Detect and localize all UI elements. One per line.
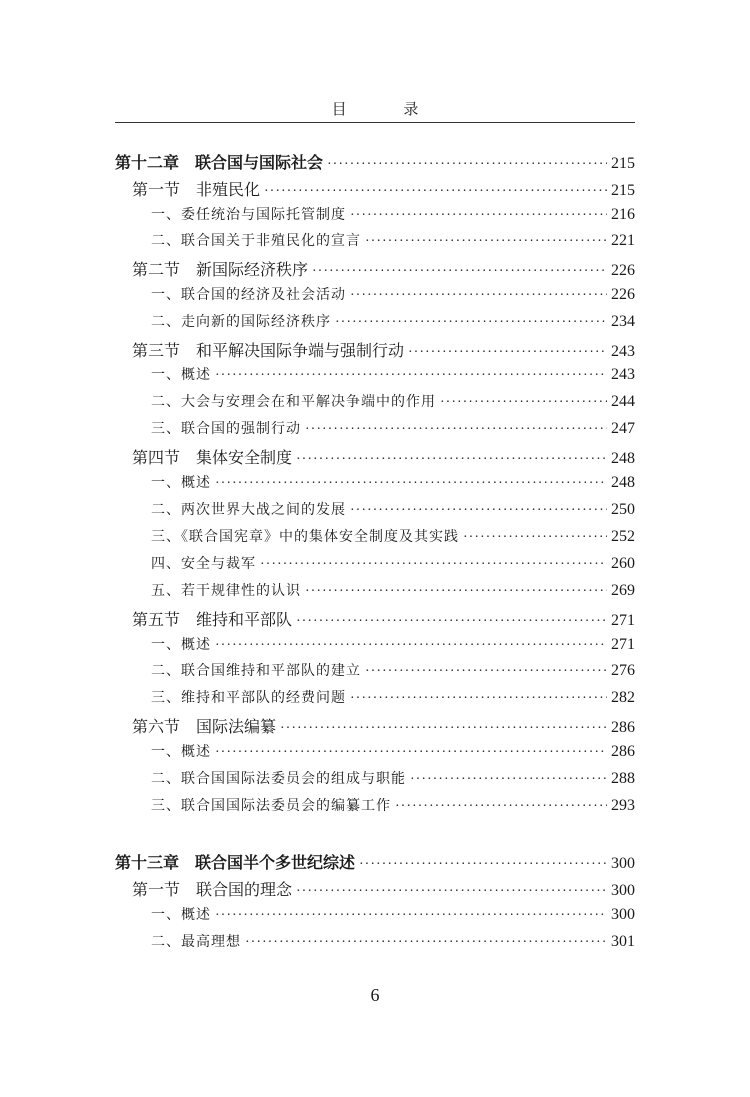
dot-leader <box>365 664 607 680</box>
dot-leader <box>245 935 607 951</box>
entry-page-number: 260 <box>611 555 635 572</box>
dot-leader <box>215 638 607 654</box>
toc-section-entry[interactable] <box>115 257 635 283</box>
dot-leader <box>335 315 607 331</box>
entry-page-number: 300 <box>611 906 635 923</box>
entry-page-number: 271 <box>611 636 635 653</box>
entry-title: 三、联合国的强制行动 <box>151 421 301 437</box>
toc-item-entry[interactable] <box>115 391 635 417</box>
entry-page-number: 248 <box>611 474 635 491</box>
entry-page-number: 276 <box>611 662 635 679</box>
toc-item-entry[interactable] <box>115 526 635 552</box>
entry-title: 四、安全与裁军 <box>151 556 256 572</box>
dot-leader <box>350 503 607 519</box>
toc-section-entry[interactable] <box>115 877 635 903</box>
toc-item-entry[interactable] <box>115 741 635 767</box>
entry-title: 第三节 和平解决国际争端与强制行动 <box>132 341 405 360</box>
entry-title: 三、联合国国际法委员会的编纂工作 <box>151 798 391 814</box>
toc-item-entry[interactable] <box>115 364 635 390</box>
toc-item-entry[interactable] <box>115 768 635 794</box>
dot-leader <box>296 614 607 630</box>
entry-title: 一、委任统治与国际托管制度 <box>151 207 346 223</box>
dot-leader <box>410 772 607 788</box>
entry-title: 二、联合国维持和平部队的建立 <box>151 663 361 679</box>
entry-page-number: 288 <box>611 770 635 787</box>
entry-page-number: 226 <box>611 262 635 279</box>
toc-item-entry[interactable] <box>115 230 635 256</box>
page-number: 6 <box>370 985 380 1005</box>
entry-title: 一、概述 <box>151 907 211 923</box>
entry-title: 第一节 非殖民化 <box>132 180 261 199</box>
entry-page-number: 216 <box>611 206 635 223</box>
entry-title: 第五节 维持和平部队 <box>132 610 293 629</box>
toc-section-entry[interactable] <box>115 177 635 203</box>
dot-leader <box>327 157 607 173</box>
dot-leader <box>215 476 607 492</box>
entry-page-number: 243 <box>611 343 635 360</box>
entry-title: 第六节 国际法编纂 <box>132 717 277 736</box>
toc-item-entry[interactable] <box>115 660 635 686</box>
dot-leader <box>215 368 607 384</box>
entry-title: 一、概述 <box>151 744 211 760</box>
entry-page-number: 269 <box>611 582 635 599</box>
toc-item-entry[interactable] <box>115 687 635 713</box>
entry-page-number: 286 <box>611 719 635 736</box>
dot-leader <box>350 288 607 304</box>
toc-section-entry[interactable] <box>115 445 635 471</box>
dot-leader <box>365 234 607 250</box>
toc-section-entry[interactable] <box>115 338 635 364</box>
toc-section-entry[interactable] <box>115 607 635 633</box>
entry-title: 二、走向新的国际经济秩序 <box>151 314 331 330</box>
dot-leader <box>395 799 607 815</box>
entry-page-number: 282 <box>611 689 635 706</box>
entry-title: 第十二章 联合国与国际社会 <box>115 153 324 172</box>
entry-title: 二、联合国国际法委员会的组成与职能 <box>151 771 406 787</box>
entry-title: 二、两次世界大战之间的发展 <box>151 502 346 518</box>
toc-item-entry[interactable] <box>115 553 635 579</box>
entry-title: 三、《联合国宪章》中的集体安全制度及其实践 <box>151 529 459 545</box>
dot-leader <box>350 208 607 224</box>
dot-leader <box>296 452 607 468</box>
toc-item-entry[interactable] <box>115 499 635 525</box>
dot-leader <box>312 264 607 280</box>
entry-title: 第二节 新国际经济秩序 <box>132 260 309 279</box>
dot-leader <box>296 884 607 900</box>
entry-page-number: 293 <box>611 797 635 814</box>
entry-page-number: 244 <box>611 393 635 410</box>
entry-title: 二、大会与安理会在和平解决争端中的作用 <box>151 394 436 410</box>
entry-title: 第一节 联合国的理念 <box>132 880 293 899</box>
toc-chapter-entry[interactable] <box>115 850 635 876</box>
dot-leader <box>350 691 607 707</box>
dot-leader <box>215 745 607 761</box>
toc-section-entry[interactable] <box>115 714 635 740</box>
dot-leader <box>463 530 607 546</box>
entry-title: 五、若干规律性的认识 <box>151 583 301 599</box>
entry-title: 第四节 集体安全制度 <box>132 448 293 467</box>
entry-title: 一、概述 <box>151 475 211 491</box>
entry-page-number: 243 <box>611 366 635 383</box>
entry-title: 第十三章 联合国半个多世纪综述 <box>115 853 356 872</box>
toc-item-entry[interactable] <box>115 931 635 957</box>
toc-chapter-entry[interactable] <box>115 150 635 176</box>
entry-page-number: 221 <box>611 232 635 249</box>
entry-title: 一、概述 <box>151 367 211 383</box>
toc-item-entry[interactable] <box>115 472 635 498</box>
toc-item-entry[interactable] <box>115 311 635 337</box>
entry-page-number: 234 <box>611 313 635 330</box>
dot-leader <box>359 857 607 873</box>
entry-page-number: 301 <box>611 933 635 950</box>
entry-page-number: 247 <box>611 420 635 437</box>
entry-title: 一、联合国的经济及社会活动 <box>151 287 346 303</box>
dot-leader <box>260 557 607 573</box>
dot-leader <box>280 721 607 737</box>
entry-page-number: 300 <box>611 882 635 899</box>
entry-page-number: 215 <box>611 155 635 172</box>
toc-item-entry[interactable] <box>115 795 635 821</box>
toc-item-entry[interactable] <box>115 904 635 930</box>
dot-leader <box>264 184 607 200</box>
entry-page-number: 271 <box>611 612 635 629</box>
entry-page-number: 226 <box>611 286 635 303</box>
dot-leader <box>215 908 607 924</box>
entry-title: 三、维持和平部队的经费问题 <box>151 690 346 706</box>
toc-item-entry[interactable] <box>115 580 635 606</box>
entry-page-number: 252 <box>611 528 635 545</box>
dot-leader <box>408 345 607 361</box>
entry-page-number: 300 <box>611 855 635 872</box>
entry-title: 一、概述 <box>151 637 211 653</box>
dot-leader <box>440 395 607 411</box>
entry-title: 二、最高理想 <box>151 934 241 950</box>
entry-page-number: 215 <box>611 182 635 199</box>
dot-leader <box>305 584 607 600</box>
toc-item-entry[interactable] <box>115 284 635 310</box>
entry-page-number: 286 <box>611 743 635 760</box>
running-head: 目 录 <box>331 100 445 118</box>
header-rule <box>115 122 635 123</box>
entry-page-number: 248 <box>611 450 635 467</box>
entry-title: 二、联合国关于非殖民化的宣言 <box>151 233 361 249</box>
entry-page-number: 250 <box>611 501 635 518</box>
dot-leader <box>305 422 607 438</box>
toc-item-entry[interactable] <box>115 634 635 660</box>
toc-item-entry[interactable] <box>115 418 635 444</box>
toc-item-entry[interactable] <box>115 204 635 230</box>
